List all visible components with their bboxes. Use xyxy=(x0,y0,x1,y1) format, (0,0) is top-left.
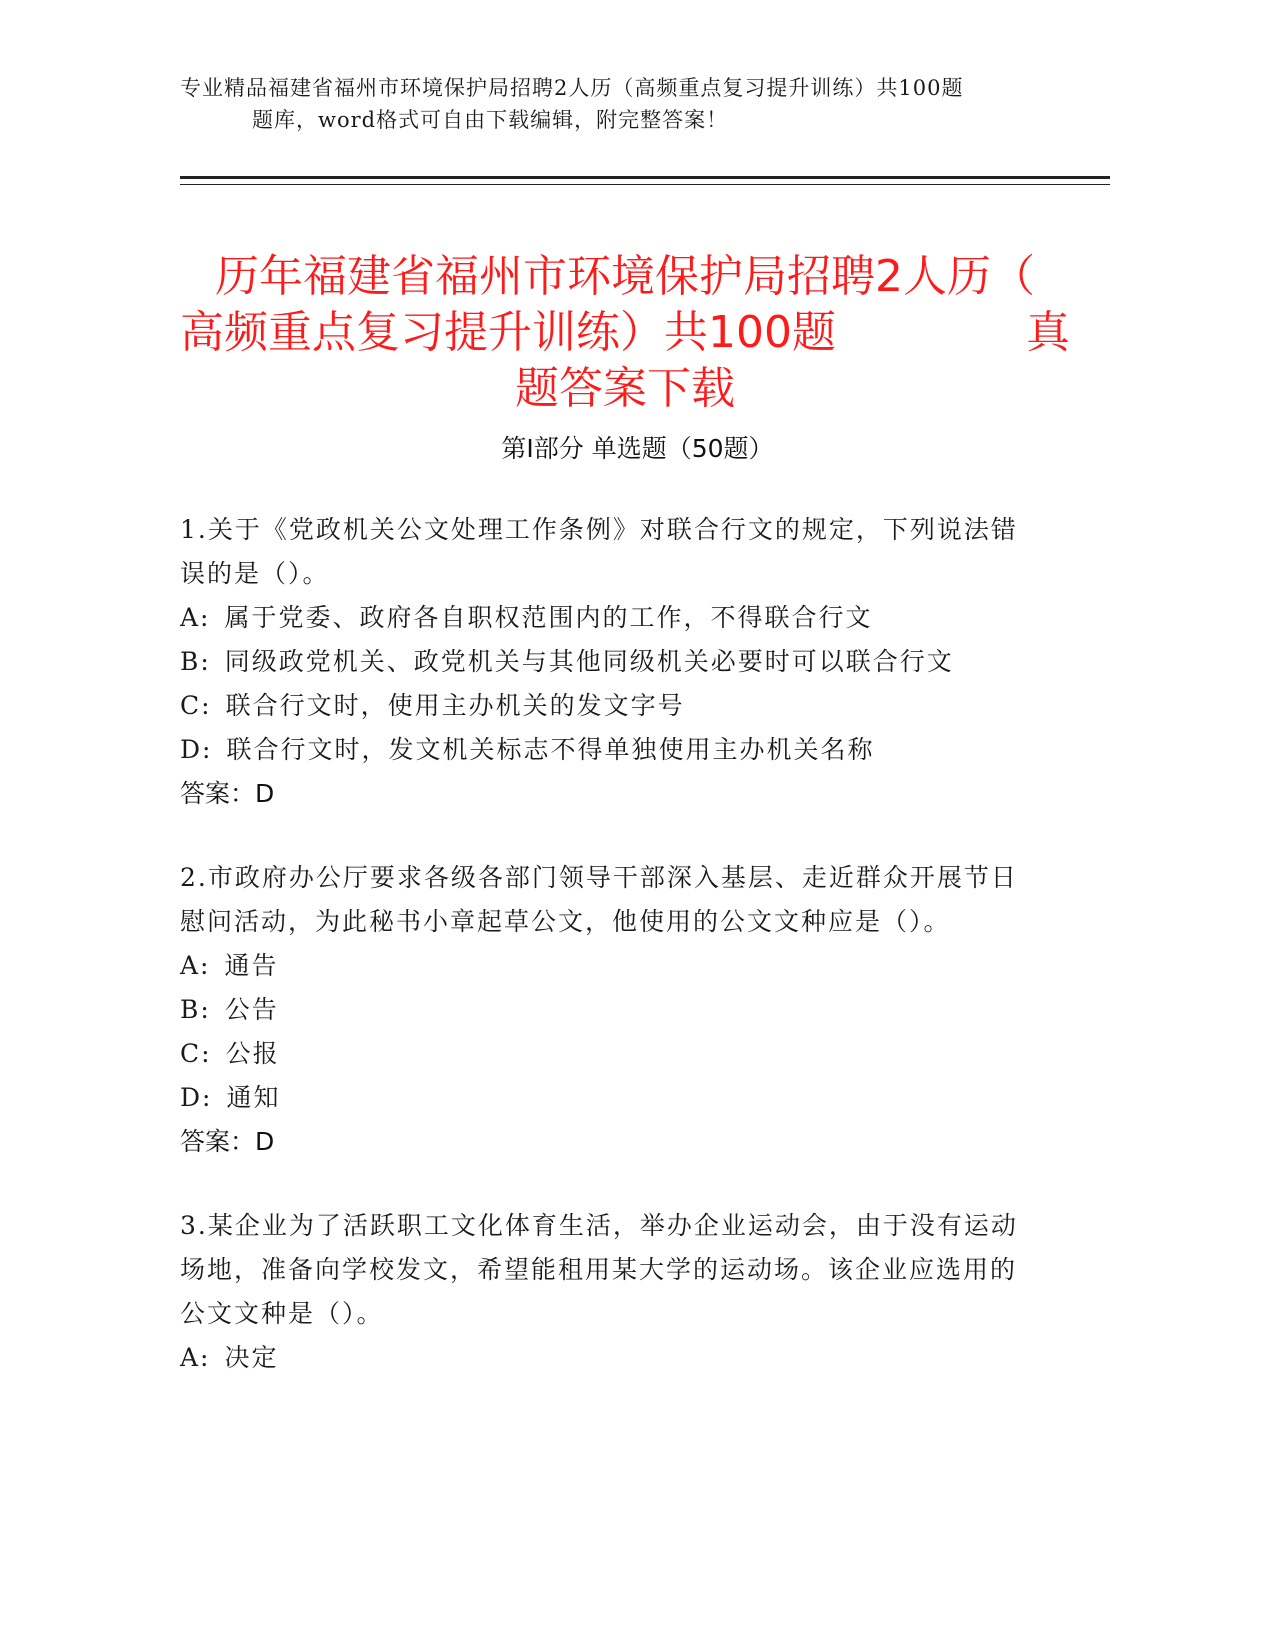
header-divider-thin xyxy=(180,184,1110,185)
option-letter: A: xyxy=(180,603,211,632)
option-letter: A: xyxy=(180,951,211,980)
option-text: 公告 xyxy=(224,995,279,1024)
option-letter: B: xyxy=(180,647,211,676)
option-text: 属于党委、政府各自职权范围内的工作，不得联合行文 xyxy=(224,603,873,632)
title-line-3: 题答案下载 xyxy=(515,363,735,415)
option-text: 通告 xyxy=(224,951,279,980)
option-text: 公报 xyxy=(225,1039,280,1068)
option-d xyxy=(180,728,1030,772)
section-heading: 第Ⅰ部分 单选题（50题） xyxy=(501,434,774,463)
option-text: 决定 xyxy=(224,1343,279,1372)
option-letter: A: xyxy=(180,1343,211,1372)
option-text: 联合行文时，使用主办机关的发文字号 xyxy=(225,691,685,720)
header-divider-thick xyxy=(180,176,1110,179)
option-c xyxy=(180,684,1030,728)
answer: 答案：D xyxy=(180,1127,275,1156)
question-stem: 2.市政府办公厅要求各级各部门领导干部深入基层、走近群众开展节日慰问活动，为此秘书小章起草公文，他使用的公文文种应是（）。 xyxy=(180,863,1018,936)
option-letter: B: xyxy=(180,995,211,1024)
header-note-line-2: 题库，word格式可自由下载编辑，附完整答案！ xyxy=(252,108,729,132)
document-title xyxy=(180,249,1070,417)
question-2 xyxy=(180,856,1030,1164)
option-c xyxy=(180,1032,1030,1076)
option-a xyxy=(180,1336,1030,1380)
option-a xyxy=(180,944,1030,988)
title-line-1: 历年福建省福州市环境保护局招聘2人历（ xyxy=(215,251,1035,303)
option-d xyxy=(180,1076,1030,1120)
option-letter: C: xyxy=(180,1039,212,1068)
option-text: 同级政党机关、政党机关与其他同级机关必要时可以联合行文 xyxy=(224,647,954,676)
option-b xyxy=(180,640,1030,684)
question-3 xyxy=(180,1204,1030,1380)
option-letter: D: xyxy=(180,735,213,764)
header-note-line-1: 专业精品福建省福州市环境保护局招聘2人历（高频重点复习提升训练）共100题 xyxy=(180,76,964,100)
option-letter: D: xyxy=(180,1083,213,1112)
option-text: 通知 xyxy=(226,1083,281,1112)
title-line-2-left: 高频重点复习提升训练）共100题 xyxy=(180,307,836,359)
title-line-2 xyxy=(180,305,1070,361)
option-b xyxy=(180,988,1030,1032)
option-letter: C: xyxy=(180,691,212,720)
question-1 xyxy=(180,508,1030,816)
answer: 答案：D xyxy=(180,779,275,808)
question-stem: 1.关于《党政机关公文处理工作条例》对联合行文的规定，下列说法错误的是（）。 xyxy=(180,515,1018,588)
header-note xyxy=(180,72,1110,136)
option-a xyxy=(180,596,1030,640)
question-list xyxy=(180,508,1030,1420)
title-line-2-right: 真 xyxy=(1026,307,1070,359)
option-text: 联合行文时，发文机关标志不得单独使用主办机关名称 xyxy=(226,735,875,764)
question-stem: 3.某企业为了活跃职工文化体育生活，举办企业运动会，由于没有运动场地，准备向学校发文，希望能租用某大学的运动场。该企业应选用的公文文种是（）。 xyxy=(180,1211,1018,1328)
